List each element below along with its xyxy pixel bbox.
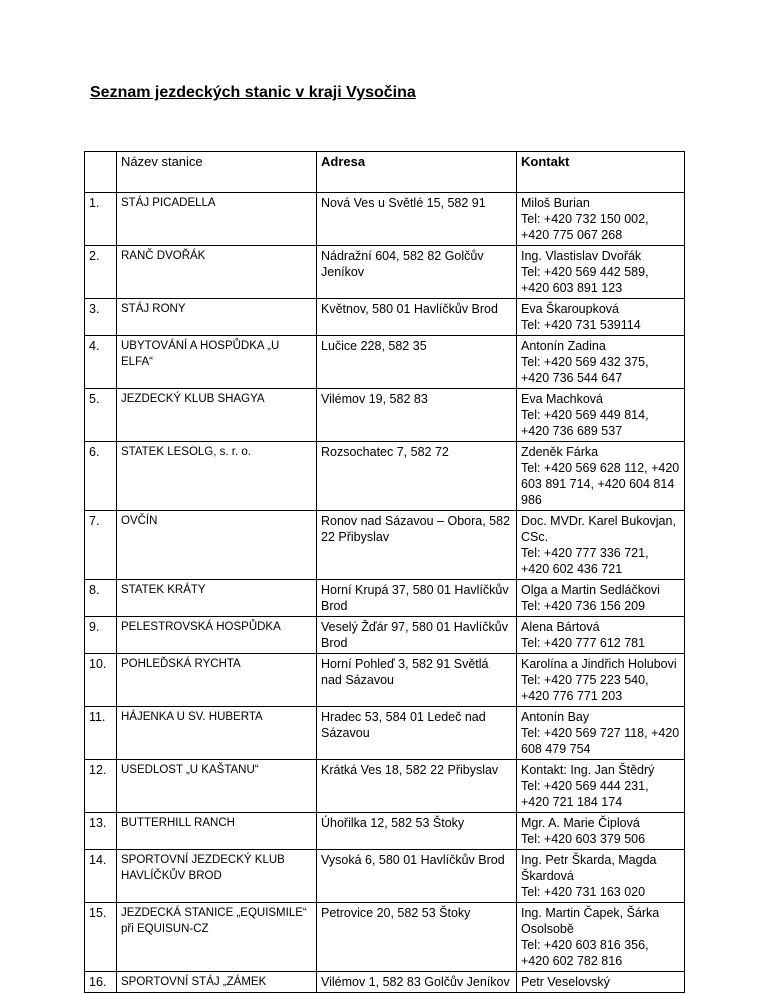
header-contact: Kontakt: [517, 152, 685, 193]
table-row: [85, 760, 685, 813]
station-name: PELESTROVSKÁ HOSPŮDKA: [117, 617, 317, 654]
table-row: [85, 850, 685, 903]
station-name: RANČ DVOŘÁK: [117, 246, 317, 299]
station-address: Krátká Ves 18, 582 22 Přibyslav: [317, 760, 517, 813]
contact-text: Ing. Vlastislav Dvořák Tel: +420 569 442 589, +420 603 891 123: [521, 249, 649, 295]
contact-text: Eva Škaroupková Tel: +420 731 539114: [521, 302, 641, 332]
station-address: Úhořilka 12, 582 53 Štoky: [317, 813, 517, 850]
station-address: Horní Pohleď 3, 582 91 Světlá nad Sázavou: [317, 654, 517, 707]
contact-text: Ing. Petr Škarda, Magda Škardová Tel: +420 731 163 020: [521, 853, 657, 899]
station-name: OVČÍN: [117, 511, 317, 580]
header-address: Adresa: [317, 152, 517, 193]
contact-text: Miloš Burian Tel: +420 732 150 002, +420 775 067 268: [521, 196, 649, 242]
contact-text: Alena Bártová Tel: +420 777 612 781: [521, 620, 646, 650]
row-number: 11.: [85, 707, 117, 760]
station-name: JEZDECKÝ KLUB SHAGYA: [117, 389, 317, 442]
row-number: 13.: [85, 813, 117, 850]
station-address: Nádražní 604, 582 82 Golčův Jeníkov: [317, 246, 517, 299]
row-number: 8.: [85, 580, 117, 617]
station-contact: [517, 511, 685, 580]
row-number: 14.: [85, 850, 117, 903]
station-name: JEZDECKÁ STANICE „EQUISMILE“ při EQUISUN-CZ: [117, 903, 317, 972]
table-row: [85, 654, 685, 707]
station-name: STÁJ RONY: [117, 299, 317, 336]
station-contact: [517, 389, 685, 442]
contact-text: Antonín Zadina Tel: +420 569 432 375, +420 736 544 647: [521, 339, 649, 385]
table-body: [85, 193, 685, 993]
station-name: USEDLOST „U KAŠTANU“: [117, 760, 317, 813]
station-contact: [517, 336, 685, 389]
station-name: BUTTERHILL RANCH: [117, 813, 317, 850]
table-row: [85, 580, 685, 617]
station-contact: [517, 760, 685, 813]
row-number: 1.: [85, 193, 117, 246]
station-address: Vilémov 19, 582 83: [317, 389, 517, 442]
table-row: [85, 442, 685, 511]
station-contact: [517, 299, 685, 336]
station-name: STATEK KRÁTY: [117, 580, 317, 617]
contact-text: Antonín Bay Tel: +420 569 727 118, +420 608 479 754: [521, 710, 680, 756]
station-contact: [517, 903, 685, 972]
station-name: SPORTOVNÍ JEZDECKÝ KLUB HAVLÍČKŮV BROD: [117, 850, 317, 903]
station-address: Hradec 53, 584 01 Ledeč nad Sázavou: [317, 707, 517, 760]
station-address: Vysoká 6, 580 01 Havlíčkův Brod: [317, 850, 517, 903]
station-address: Vilémov 1, 582 83 Golčův Jeníkov: [317, 972, 517, 993]
contact-text: Kontakt: Ing. Jan Štědrý Tel: +420 569 444 231, +420 721 184 174: [521, 763, 655, 809]
header-name: Název stanice: [117, 152, 317, 193]
table-row: [85, 707, 685, 760]
table-row: [85, 617, 685, 654]
station-contact: [517, 707, 685, 760]
station-address: Rozsochatec 7, 582 72: [317, 442, 517, 511]
station-address: Nová Ves u Světlé 15, 582 91: [317, 193, 517, 246]
row-number: 15.: [85, 903, 117, 972]
row-number: 2.: [85, 246, 117, 299]
page-title: Seznam jezdeckých stanic v kraji Vysočina: [90, 84, 416, 101]
row-number: 3.: [85, 299, 117, 336]
row-number: 6.: [85, 442, 117, 511]
station-address: Veselý Žďár 97, 580 01 Havlíčkův Brod: [317, 617, 517, 654]
station-name: STÁJ PICADELLA: [117, 193, 317, 246]
station-contact: [517, 246, 685, 299]
station-contact: [517, 654, 685, 707]
contact-text: Mgr. A. Marie Čiplová Tel: +420 603 379 506: [521, 816, 646, 846]
row-number: 7.: [85, 511, 117, 580]
station-name: POHLEĎSKÁ RYCHTA: [117, 654, 317, 707]
table-header-row: [85, 152, 685, 193]
contact-text: Olga a Martin Sedláčkovi Tel: +420 736 156 209: [521, 583, 660, 613]
contact-text: Zdeněk Fárka Tel: +420 569 628 112, +420 603 891 714, +420 604 814 986: [521, 445, 680, 507]
table-row: [85, 903, 685, 972]
contact-text: Petr Veselovský: [521, 975, 610, 989]
station-address: Lučice 228, 582 35: [317, 336, 517, 389]
contact-text: Karolína a Jindřich Holubovi Tel: +420 775 223 540, +420 776 771 203: [521, 657, 677, 703]
station-address: Květnov, 580 01 Havlíčkův Brod: [317, 299, 517, 336]
table-row: [85, 193, 685, 246]
row-number: 10.: [85, 654, 117, 707]
station-contact: [517, 442, 685, 511]
station-contact: [517, 193, 685, 246]
station-name: STATEK LESOLG, s. r. o.: [117, 442, 317, 511]
stations-table: [84, 151, 685, 993]
row-number: 4.: [85, 336, 117, 389]
station-name: UBYTOVÁNÍ A HOSPŮDKA „U ELFA“: [117, 336, 317, 389]
row-number: 12.: [85, 760, 117, 813]
row-number: 5.: [85, 389, 117, 442]
contact-text: Eva Machková Tel: +420 569 449 814, +420 736 689 537: [521, 392, 649, 438]
table-row: [85, 299, 685, 336]
station-contact: [517, 617, 685, 654]
contact-text: Ing. Martin Čapek, Šárka Osolsobě Tel: +420 603 816 356, +420 602 782 816: [521, 906, 660, 968]
station-name: SPORTOVNÍ STÁJ „ZÁMEK: [117, 972, 317, 993]
station-address: Petrovice 20, 582 53 Štoky: [317, 903, 517, 972]
table-row: [85, 972, 685, 993]
table-row: [85, 511, 685, 580]
table-row: [85, 246, 685, 299]
table-row: [85, 813, 685, 850]
station-address: Horní Krupá 37, 580 01 Havlíčkův Brod: [317, 580, 517, 617]
row-number: 16.: [85, 972, 117, 993]
station-contact: [517, 850, 685, 903]
station-contact: [517, 972, 685, 993]
station-address: Ronov nad Sázavou – Obora, 582 22 Přibyslav: [317, 511, 517, 580]
station-contact: [517, 580, 685, 617]
contact-text: Doc. MVDr. Karel Bukovjan, CSc. Tel: +420 777 336 721, +420 602 436 721: [521, 514, 676, 576]
table-row: [85, 389, 685, 442]
row-number: 9.: [85, 617, 117, 654]
station-contact: [517, 813, 685, 850]
table-row: [85, 336, 685, 389]
header-number: [85, 152, 117, 193]
station-name: HÁJENKA U SV. HUBERTA: [117, 707, 317, 760]
